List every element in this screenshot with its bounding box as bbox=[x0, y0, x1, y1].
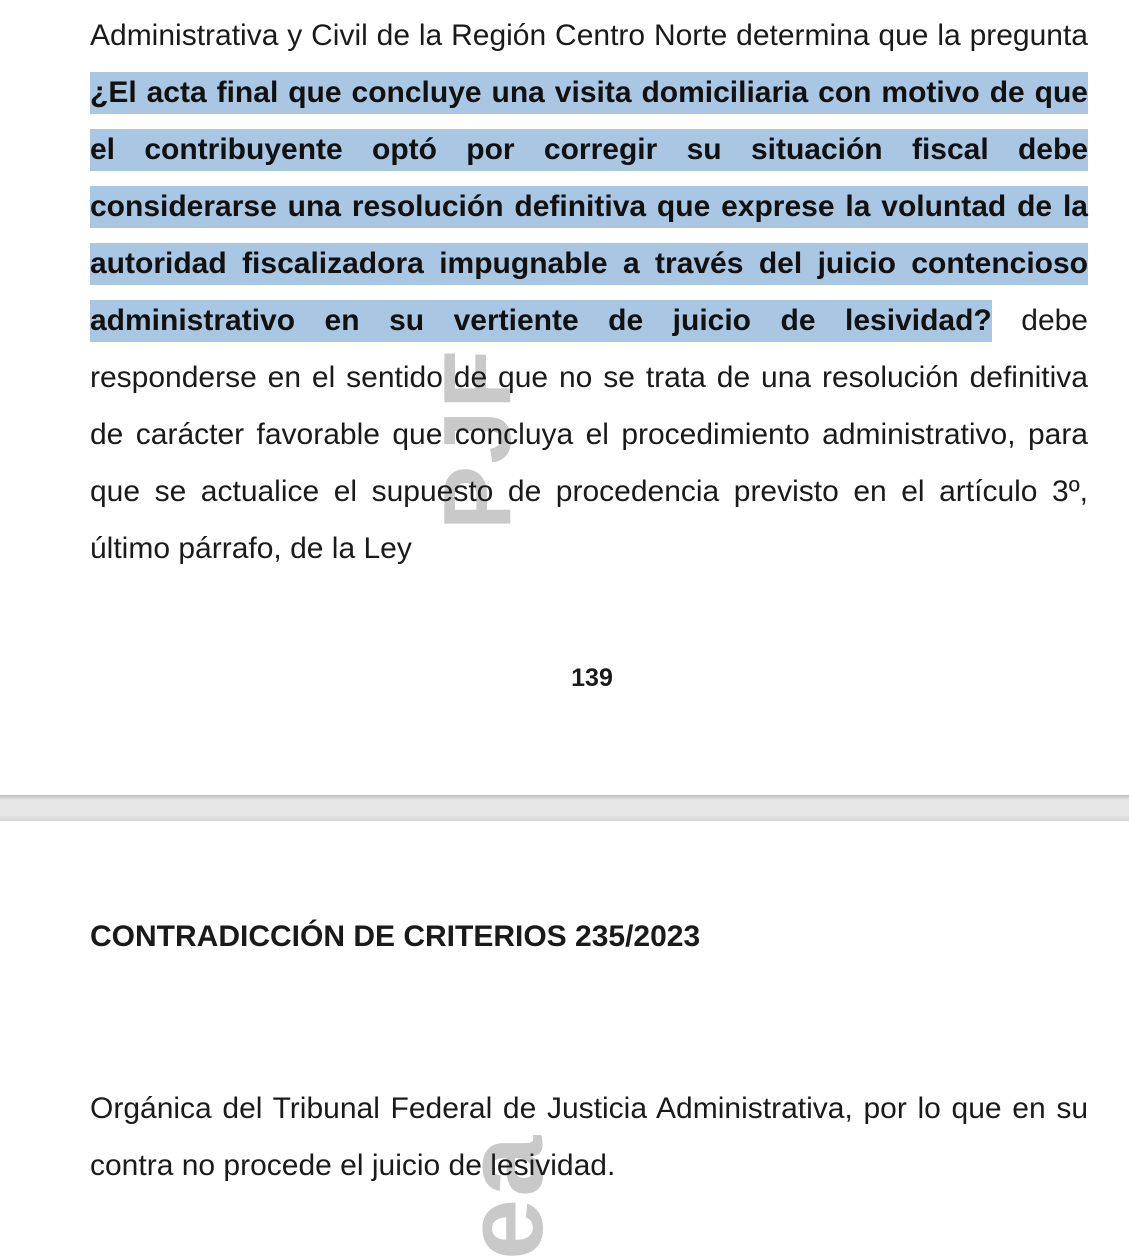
body-paragraph-page2: Orgánica del Tribunal Federal de Justicia Administrativa, por lo que en su contra no procede el juicio de lesividad. bbox=[90, 1092, 1088, 1182]
paragraph-continuation-text: debe responderse en el sentido de que no se trata de una resolución definitiva de carácter favorable que concluya el procedimiento administrativo, para que se actualice el supuesto de procedencia previsto en el artículo 3º, último párrafo, de la Ley bbox=[90, 304, 1088, 565]
page-number: 139 bbox=[571, 664, 613, 692]
document-heading: CONTRADICCIÓN DE CRITERIOS 235/2023 bbox=[90, 920, 701, 953]
watermark-page1: PJF bbox=[424, 347, 531, 530]
body-paragraph-page1 bbox=[90, 7, 1088, 577]
page-separator bbox=[0, 795, 1129, 821]
highlighted-question[interactable]: ¿El acta final que concluye una visita domiciliaria con motivo de que el contribuyente optó por corregir su situación fiscal debe considerarse una resolución definitiva que exprese la voluntad de la autoridad fiscalizadora impugnable a través del juicio contencioso administrativo en su vertiente de juicio de lesividad? bbox=[90, 72, 1088, 342]
watermark-page2: ea bbox=[443, 1133, 566, 1260]
paragraph-intro-text: Administrativa y Civil de la Región Centro Norte determina que la pregunta bbox=[90, 19, 1088, 52]
